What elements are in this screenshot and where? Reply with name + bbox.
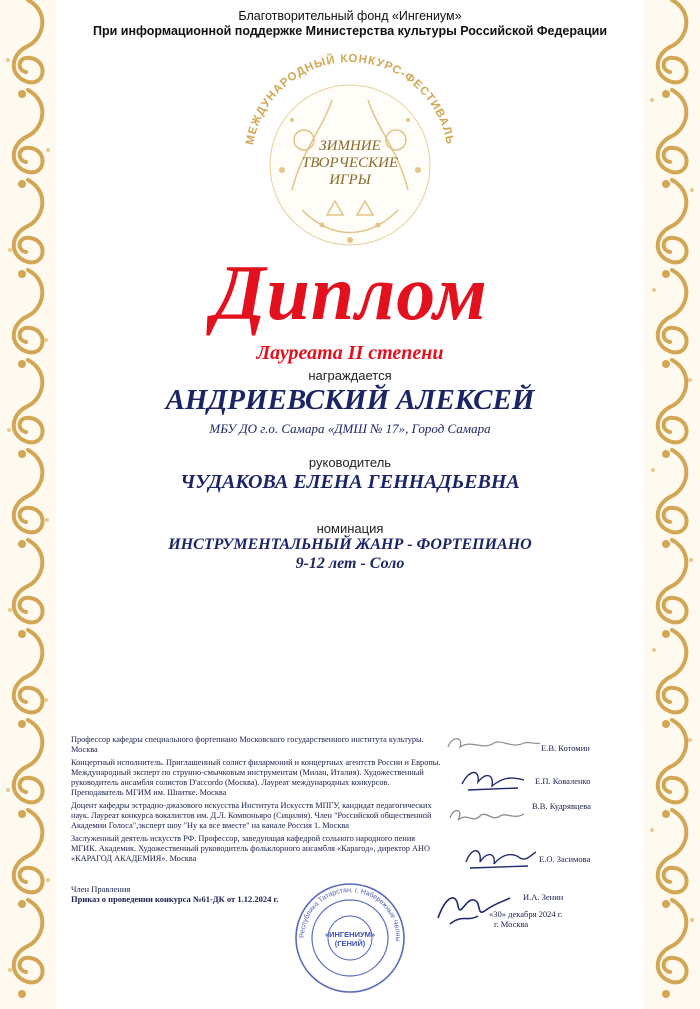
foundation-line: Благотворительный фонд «Ингениум» [238, 9, 462, 23]
contest-order: Приказ о проведении конкурса №61-ДК от 1.12.2024 г. [71, 894, 279, 904]
leader-label: руководитель [308, 455, 392, 470]
seal-ring-text: Республика Татарстан, г. Набережные Челны [298, 886, 402, 942]
seal-center-line-1: «ИНГЕНИУМ» [324, 930, 376, 939]
organization-seal [292, 880, 408, 996]
awarded-label: награждается [308, 368, 392, 383]
nomination: ИНСТРУМЕНТАЛЬНЫЙ ЖАНР - ФОРТЕПИАНО [168, 536, 532, 553]
diploma-date: «30» декабря 2024 г. [489, 909, 563, 919]
right-ornament-border [644, 0, 700, 1009]
jury-name-2: Е.П. Коваленко [535, 776, 591, 786]
leader-name: ЧУДАКОВА ЕЛЕНА ГЕННАДЬЕВНА [180, 471, 520, 493]
left-ornament-border [0, 0, 56, 1009]
jury-name-1: Е.В. Котомин [541, 743, 590, 753]
emblem-line-1: ЗИМНИЕ [319, 138, 381, 154]
signature-1 [442, 733, 542, 755]
jury-title-1: Профессор кафедры специального фортепиано Московского государственного института культуры. Москва [71, 735, 424, 754]
diploma-city: г. Москва [494, 919, 529, 929]
emblem-line-2: ТВОРЧЕСКИЕ [301, 155, 399, 171]
chair-label: Член Правления [71, 884, 131, 894]
jury-name-3: В.В. Кудрявцева [532, 801, 591, 811]
signature-2 [458, 764, 528, 794]
jury-title-4: Заслуженный деятель искусств РФ. Профессор, заведующая кафедрой сольного народного пения МГИК. Академик. Художественный руководитель фольклорного ансамбля «Карагод», директор АНО «КАРАГОД АКАДЕМИЯ». Москва [71, 834, 430, 863]
jury-name-4: Е.О. Засимова [539, 854, 591, 864]
emblem-line-3: ИГРЫ [329, 172, 371, 188]
age-category: 9-12 лет - Соло [295, 555, 405, 572]
signature-4 [462, 840, 538, 872]
jury-title-2: Концертный исполнитель. Приглашенный солист филармоний и концертных агентств России и Европы. Международный эксперт по струнно-смычковым инструментам (Милан, Италия). Художественный руководитель ансамбля солистов D'accordo (Москва). Лауреат международных конкурсов. Преподаватель МГИМ им. Шнитке. Москва [71, 758, 441, 797]
seal-center-line-2: (ГЕНИЙ) [334, 939, 366, 948]
jury-title-3: Доцент кафедры эстрадно-джазового искусства Института Искусств МПГУ, кандидат педагогических наук. Лауреат конкурса вокалистов им. Д.Л. Компоньяро (Сицилия). Член "Российской общественной Академии Голоса",эксперт шоу "Ну ка все вместе" на канале Россия 1. Москва [71, 801, 432, 830]
emblem-arc-text: МЕЖДУНАРОДНЫЙ КОНКУРС-ФЕСТИВАЛЬ [244, 52, 456, 147]
chair-name: И.А. Зенин [523, 892, 564, 902]
diploma-title: Диплом [212, 249, 488, 336]
recipient-name: АНДРИЕВСКИЙ АЛЕКСЕЙ [165, 384, 535, 416]
signature-3 [446, 804, 528, 828]
ministry-support-line: При информационной поддержке Министерства культуры Российской Федерации [92, 24, 607, 38]
recipient-school: МБУ ДО г.о. Самара «ДМШ № 17», Город Самара [209, 421, 491, 436]
nomination-label: номинация [316, 521, 384, 536]
festival-emblem [232, 40, 468, 260]
laureate-degree: Лауреата II степени [256, 342, 444, 364]
